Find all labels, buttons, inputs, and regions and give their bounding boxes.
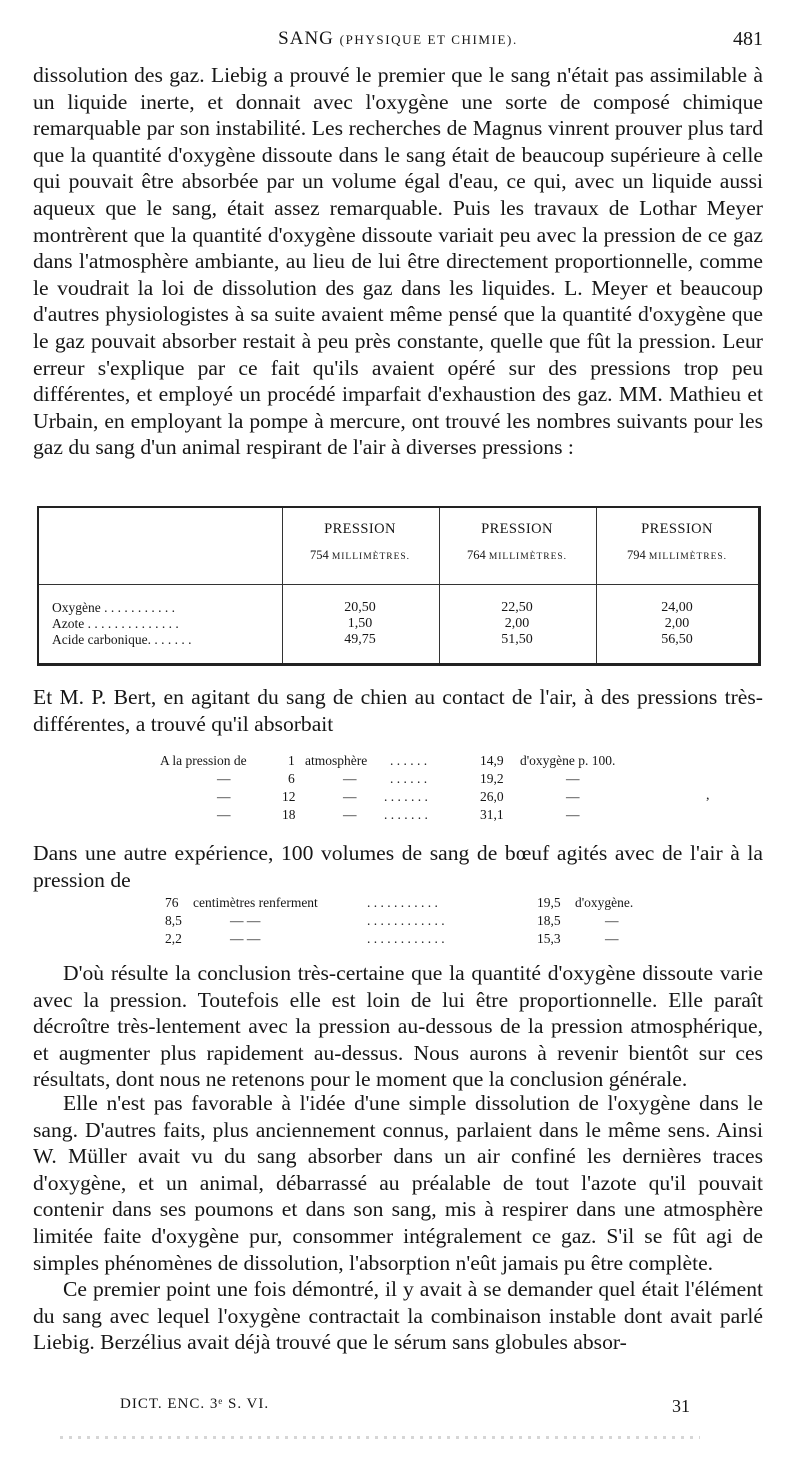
list-item: A la pression de 1 atmosphère . . . . . . 14,9 d'oxygène p. 100. xyxy=(160,753,616,768)
table-cell: 1,50 xyxy=(347,616,373,631)
column-header-label: PRESSION xyxy=(641,521,713,537)
column-header-unit: MILLIMÈTRES. xyxy=(488,552,568,562)
scan-artifact xyxy=(60,1436,700,1439)
list-item: — 18 — . . . . . . . 31,1 — xyxy=(217,807,580,822)
row-label-azote: Azote . . . . . . . . . . . . . . xyxy=(52,616,179,631)
table-cell: 22,50 xyxy=(501,600,533,615)
table-cell: 56,50 xyxy=(661,632,693,647)
table-column-divider xyxy=(282,508,283,663)
column-header-794 xyxy=(602,520,752,566)
column-header-value: 754 xyxy=(309,548,329,562)
column-header-value: 764 xyxy=(466,548,486,562)
column-header-value: 794 xyxy=(626,548,646,562)
table-header-divider xyxy=(39,584,758,585)
paragraph-6: Ce premier point une fois démontré, il y avait à se demander quel était l'élément du sang avec lequel l'oxygène contractait la combinaison instable dont avait parlé Liebig. Berzélius avait déjà trouvé que le sérum sans globules absor- xyxy=(33,1277,763,1355)
gas-pressure-table xyxy=(37,506,761,666)
column-header-label: PRESSION xyxy=(324,521,396,537)
column-header-754 xyxy=(285,520,435,566)
boeuf-results-list xyxy=(165,894,665,948)
column-header-label: PRESSION xyxy=(481,521,553,537)
list-item: 76 centimètres renferment . . . . . . . . . . . 19,5 d'oxygène. xyxy=(165,895,634,910)
page-footer xyxy=(120,1396,740,1418)
paragraph-4: D'où résulte la conclusion très-certaine que la quantité d'oxygène dissoute varie avec la pression. Toutefois elle est loin de lui être proportionnelle. Elle paraît décroître très-lentement avec la pression au-dessous de la pression atmosphérique, et augmenter plus rapidement au-dessus. Nous aurons à revenir bientôt sur ces résultats, dont nous ne retenons pour le moment que la conclusion générale. xyxy=(33,961,763,1092)
column-header-unit: MILLIMÈTRES. xyxy=(331,552,411,562)
running-title xyxy=(33,28,763,50)
column-header-764 xyxy=(442,520,592,566)
paragraph-2: Et M. P. Bert, en agitant du sang de chien au contact de l'air, à des pressions très-différentes, a trouvé qu'il absorbait xyxy=(33,685,763,736)
table-cell: 2,00 xyxy=(504,616,530,631)
signature-mark: DICT. ENC. 3ᵉ S. VI. xyxy=(120,1396,270,1412)
table-column-divider xyxy=(439,508,440,663)
list-item: — 12 — . . . . . . . 26,0 — xyxy=(217,789,580,804)
list-item: — 6 — . . . . . . 19,2 — xyxy=(217,771,580,786)
paragraph-5: Elle n'est pas favorable à l'idée d'une simple dissolution de l'oxygène dans le sang. D'autres faits, plus anciennement connus, parlaient dans le même sens. Ainsi W. Müller avait vu du sang absorber dans un air confiné les dernières traces d'oxygène, et un animal, débarrassé au préalable de tout l'azote qu'il pouvait contenir dans ses poumons et dans son sang, mis à respirer dans une atmosphère limitée faite d'oxygène pur, consommer intégralement ce gaz. S'il se fût agi de simples phénomènes de dissolution, l'absorption n'eût jamais pu être complète. xyxy=(33,1091,763,1275)
stray-mark: , xyxy=(706,788,710,803)
table-cell: 20,50 xyxy=(344,600,376,615)
row-label-oxygene: Oxygène . . . . . . . . . . . xyxy=(52,600,175,615)
row-label-acide-carbonique: Acide carbonique. . . . . . . xyxy=(52,632,192,647)
bert-results-list xyxy=(160,752,660,824)
running-header xyxy=(33,28,763,54)
table-cell: 2,00 xyxy=(664,616,690,631)
running-title-main: SANG xyxy=(278,28,334,49)
column-header-unit: MILLIMÈTRES. xyxy=(648,552,728,562)
table-column-divider xyxy=(596,508,597,663)
paragraph-3: Dans une autre expérience, 100 volumes de sang de bœuf agités avec de l'air à la pression de xyxy=(33,841,763,892)
sheet-number: 31 xyxy=(672,1396,690,1416)
paragraph-1: dissolution des gaz. Liebig a prouvé le premier que le sang n'était pas assimilable à un liquide inerte, et donnait avec l'oxygène une sorte de composé chimique remarquable par son instabilité. Les recherches de Magnus vinrent prouver plus tard que la quantité d'oxygène dissoute dans le sang était de beaucoup supérieure à celle qui pouvait être absorbée par un volume égal d'eau, ce qui, avec un liquide aussi aqueux que le sang, était assez remarquable. Puis les travaux de Lothar Meyer montrèrent que la quantité d'oxygène dissoute variait peu avec la pression de ce gaz dans l'atmosphère ambiante, au lieu de lui être directement proportionnelle, comme le voudrait la loi de dissolution des gaz dans les liquides. L. Meyer et beaucoup d'autres physiologistes à sa suite avaient même pensé que la quantité d'oxygène que le gaz pouvait absorber restait à peu près constante, quelle que fût la pression. Leur erreur s'explique par ce fait qu'ils avaient opéré sur des pressions trop peu différentes, et employé un procédé imparfait d'exhaustion des gaz. MM. Mathieu et Urbain, en employant la pompe à mercure, ont trouvé les nombres suivants pour les gaz du sang d'un animal respirant de l'air à diverses pressions : xyxy=(33,63,763,460)
page-number: 481 xyxy=(733,28,763,50)
list-item: 2,2 — — . . . . . . . . . . . . 15,3 — xyxy=(165,931,619,946)
table-cell: 24,00 xyxy=(661,600,693,615)
table-cell: 49,75 xyxy=(344,632,376,647)
table-cell: 51,50 xyxy=(501,632,533,647)
list-item: 8,5 — — . . . . . . . . . . . . 18,5 — xyxy=(165,913,619,928)
running-title-sub: (PHYSIQUE ET CHIMIE). xyxy=(339,32,518,47)
